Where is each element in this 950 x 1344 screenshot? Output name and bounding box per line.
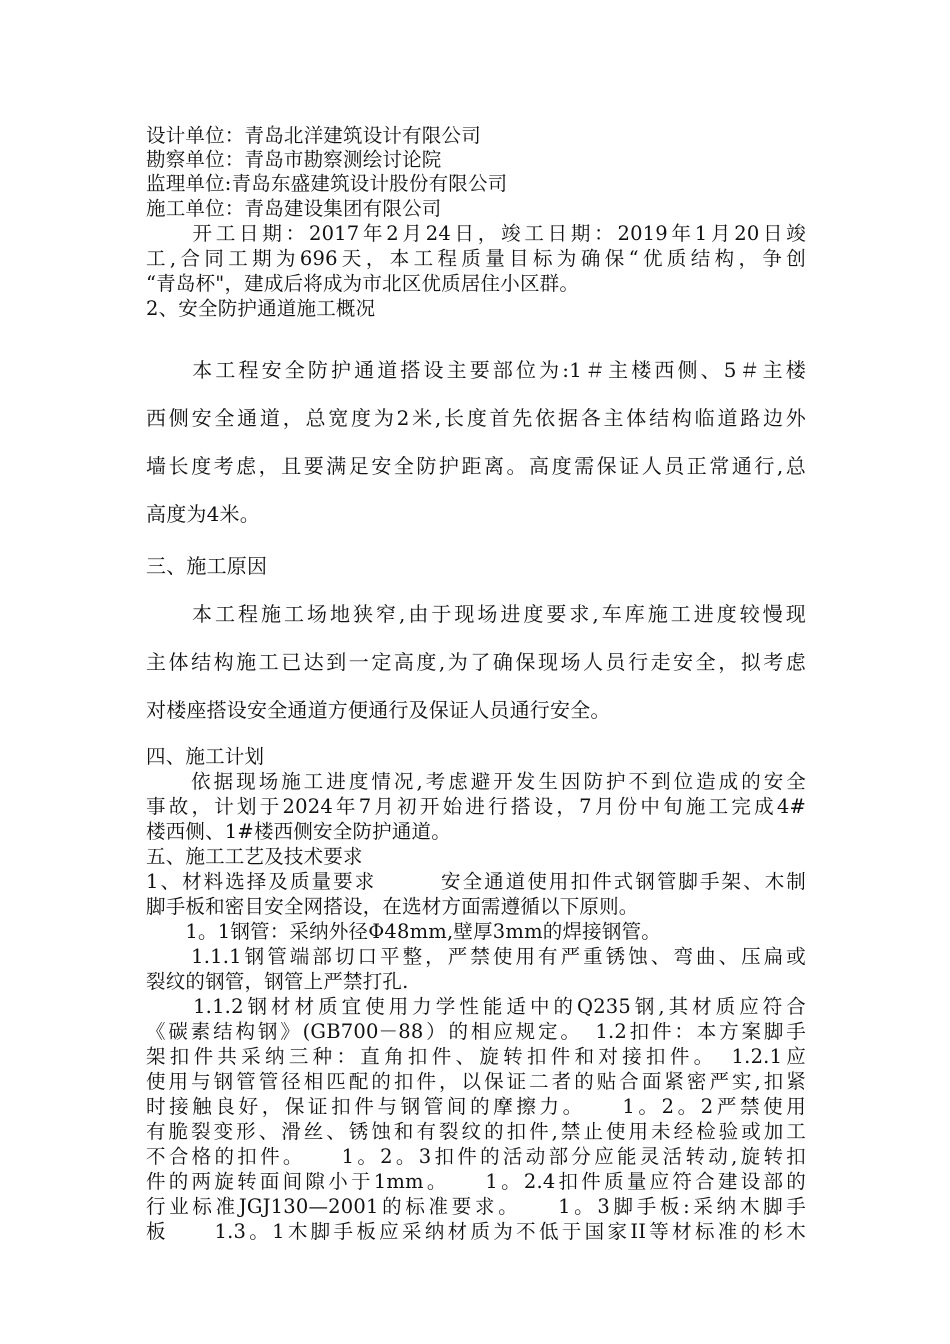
material-line-2: 脚手板和密目安全网搭设，在选材方面需遵循以下原则。 <box>146 895 639 918</box>
reason-line-3: 对楼座搭设安全通道方便通行及保证人员通行安全。 <box>146 698 611 722</box>
scaffold-board-line-1: 行业标准JGJ130—2001的标准要求。 1。3脚手板:采纳木脚手 <box>146 1195 806 1218</box>
section-heading-5: 五、施工工艺及技术要求 <box>146 845 363 868</box>
design-unit-line: 设计单位：青岛北洋建筑设计有限公司 <box>146 124 481 147</box>
reason-line-1: 本工程施工场地狭窄,由于现场进度要求,车库施工进度较慢现 <box>146 602 806 626</box>
steel-pipe-detail-line-1: 1.1.1钢管端部切口平整，严禁使用有严重锈蚀、弯曲、压扁或 <box>146 945 806 968</box>
plan-line-1: 依据现场施工进度情况,考虑避开发生因防护不到位造成的安全 <box>146 770 806 793</box>
section-heading-4: 四、施工计划 <box>146 745 265 768</box>
passage-overview-line-4: 高度为4米。 <box>146 502 260 526</box>
fastener-line-2: 使用与钢管管径相匹配的扣件，以保证二者的贴合面紧密严实,扣紧 <box>146 1070 806 1093</box>
steel-material-line-1: 1.1.2钢材材质宜使用力学性能适中的Q235钢,其材质应符合 <box>146 995 806 1018</box>
scaffold-board-line-2: 板 1.3。1木脚手板应采纳材质为不低于国家II等材标准的杉木 <box>146 1220 806 1243</box>
passage-overview-line-1: 本工程安全防护通道搭设主要部位为:1＃主楼西侧、5＃主楼 <box>146 358 806 382</box>
fastener-line-1: 架扣件共采纳三种：直角扣件、旋转扣件和对接扣件。 1.2.1应 <box>146 1045 806 1068</box>
passage-overview-line-2: 西侧安全通道，总宽度为2米,长度首先依据各主体结构临道路边外 <box>146 406 806 430</box>
schedule-line-1: 开工日期：2017年2月24日，竣工日期：2019年1月20日竣 <box>146 222 806 245</box>
survey-unit-line: 勘察单位：青岛市勘察测绘讨论院 <box>146 148 442 171</box>
section-heading-3: 三、施工原因 <box>146 554 268 578</box>
schedule-line-3: “青岛杯"，建成后将成为市北区优质居住小区群。 <box>146 272 580 295</box>
fastener-line-6: 件的两旋转面间隙小于1mm。 1。2.4扣件质量应符合建设部的 <box>146 1170 806 1193</box>
fastener-line-3: 时接触良好，保证扣件与钢管间的摩擦力。 1。2。2严禁使用 <box>146 1095 806 1118</box>
fastener-line-5: 不合格的扣件。 1。2。3扣件的活动部分应能灵活转动,旋转扣 <box>146 1145 806 1168</box>
steel-pipe-line: 1。1钢管：采纳外径Φ48mm,壁厚3mm的焊接钢管。 <box>146 920 661 943</box>
plan-line-2: 事故，计划于2024年7月初开始进行搭设，7月份中旬施工完成4# <box>146 795 806 818</box>
passage-overview-line-3: 墙长度考虑，且要满足安全防护距离。高度需保证人员正常通行,总 <box>146 454 806 478</box>
construction-unit-line: 施工单位：青岛建设集团有限公司 <box>146 197 442 220</box>
schedule-line-2: 工,合同工期为696天，本工程质量目标为确保“优质结构，争创 <box>146 247 806 270</box>
reason-line-2: 主体结构施工已达到一定高度,为了确保现场人员行走安全，拟考虑 <box>146 650 806 674</box>
plan-line-3: 楼西侧、1#楼西侧安全防护通道。 <box>146 820 451 843</box>
section-heading-2: 2、安全防护通道施工概况 <box>146 297 376 320</box>
steel-material-line-2: 《碳素结构钢》(GB700－88）的相应规定。 1.2扣件：本方案脚手 <box>146 1020 806 1043</box>
fastener-line-4: 有脆裂变形、滑丝、锈蚀和有裂纹的扣件,禁止使用未经检验或加工 <box>146 1120 806 1143</box>
steel-pipe-detail-line-2: 裂纹的钢管，钢管上严禁打孔. <box>146 970 409 993</box>
material-line-1: 1、材料选择及质量要求 安全通道使用扣件式钢管脚手架、木制 <box>146 870 806 893</box>
supervision-unit-line: 监理单位:青岛东盛建筑设计股份有限公司 <box>146 172 508 195</box>
